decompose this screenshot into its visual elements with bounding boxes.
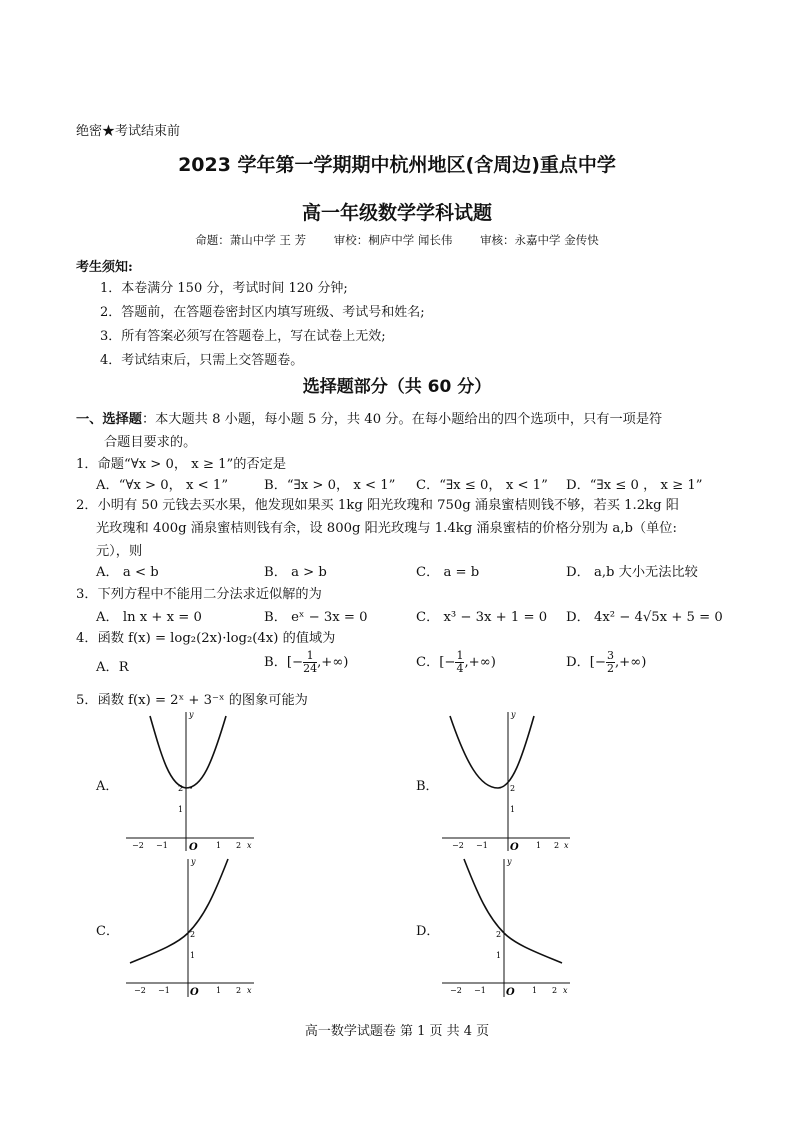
origin-label: O — [510, 842, 519, 853]
q4-c-numerator: 1 — [456, 649, 464, 662]
q4-stem: 4．函数 f(x) = log₂(2x)·log₂(4x) 的值域为 — [76, 631, 336, 646]
x-tick-2: 2 — [236, 986, 242, 995]
notice-item: 2．答题前，在答题卷密封区内填写班级、考试号和姓名; — [100, 305, 425, 320]
y-tick-1: 1 — [178, 805, 184, 814]
q1-option-d: D．“∃x ≤ 0 ， x ≥ 1” — [566, 478, 703, 493]
q3-option-c: C． x³ − 3x + 1 = 0 — [416, 610, 548, 625]
section-intro-label: 一、选择题 — [76, 412, 142, 427]
q1-option-c: C．“∃x ≤ 0， x < 1” — [416, 478, 548, 493]
q3-option-a: A． ln x + x = 0 — [96, 610, 202, 625]
q4-b-denominator: 24 — [303, 662, 318, 675]
q4-d-denominator: 2 — [606, 662, 614, 675]
q4-d-fraction — [606, 650, 615, 675]
q5-label-a: A． — [96, 779, 119, 794]
notice-item: 3．所有答案必须写在答题卷上，写在试卷上无效; — [100, 329, 386, 344]
q4-b-fraction — [303, 650, 317, 675]
q5-stem: 5．函数 f(x) = 2ˣ + 3⁻ˣ 的图象可能为 — [76, 693, 308, 708]
q5-graph-d — [436, 855, 576, 1000]
x-tick-2: 2 — [236, 841, 242, 850]
q5-graph-b — [436, 708, 576, 853]
origin-label: O — [506, 987, 515, 998]
x-tick-neg1: −1 — [156, 841, 168, 850]
x-tick-1: 1 — [216, 986, 222, 995]
q4-option-d — [566, 650, 646, 675]
q4-d-numerator: 3 — [606, 649, 614, 662]
credit-author: 命题：萧山中学 王 芳 — [195, 233, 307, 247]
q3-option-d: D． 4x² − 4√5x + 5 = 0 — [566, 610, 723, 625]
y-tick-2: 2 — [178, 784, 184, 793]
q3-stem: 3．下列方程中不能用二分法求近似解的为 — [76, 587, 322, 602]
q2-option-a: A． a < b — [96, 565, 159, 580]
notice-item: 1．本卷满分 150 分，考试时间 120 分钟; — [100, 281, 348, 296]
curve-d — [464, 859, 562, 963]
x-tick-1: 1 — [216, 841, 222, 850]
curve-c — [130, 859, 228, 963]
q2-option-b: B． a > b — [264, 565, 327, 580]
q2-option-c: C． a = b — [416, 565, 480, 580]
q4-b-prefix: B．[− — [264, 655, 304, 670]
x-tick-1: 1 — [536, 841, 542, 850]
q4-c-suffix: ,+∞) — [464, 655, 496, 670]
x-tick-neg1: −1 — [474, 986, 486, 995]
q2-stem-line2: 光玫瑰和 400g 涌泉蜜桔则钱有余，设 800g 阳光玫瑰与 1.4kg 涌泉蜜桔的价格分别为 a,b（单位: — [96, 521, 677, 536]
x-tick-neg2: −2 — [132, 841, 144, 850]
q2-option-d: D． a,b 大小无法比较 — [566, 565, 698, 580]
x-label: x — [563, 986, 568, 995]
x-label: x — [247, 986, 252, 995]
q1-option-b: B．“∃x > 0， x < 1” — [264, 478, 396, 493]
y-label: y — [191, 857, 196, 866]
q4-d-suffix: ,+∞) — [614, 655, 647, 670]
q3-option-b: B． eˣ − 3x = 0 — [264, 610, 368, 625]
section-title: 选择题部分（共 60 分） — [302, 377, 492, 397]
y-tick-2: 2 — [190, 930, 196, 939]
q1-stem: 1．命题“∀x > 0， x ≥ 1”的否定是 — [76, 457, 287, 472]
q5-label-d: D． — [416, 924, 440, 939]
q2-stem-line3: 元），则 — [96, 544, 143, 559]
section-intro-text: ：本大题共 8 小题，每小题 5 分，共 40 分。在每小题给出的四个选项中，只有一项是符 — [141, 412, 663, 427]
q5-graph-a — [120, 708, 260, 853]
origin-label: O — [189, 842, 198, 853]
q4-b-numerator: 1 — [303, 650, 317, 663]
credit-reviewer: 审校：桐庐中学 闻长伟 — [333, 233, 453, 247]
x-tick-neg2: −2 — [450, 986, 462, 995]
y-tick-1: 1 — [190, 951, 196, 960]
x-tick-2: 2 — [554, 841, 560, 850]
y-label: y — [507, 857, 512, 866]
q4-d-prefix: D．[− — [566, 655, 606, 670]
section-intro — [76, 408, 662, 427]
secret-label: 绝密★考试结束前 — [76, 124, 181, 139]
q4-option-b — [264, 650, 348, 675]
q5-label-b: B． — [416, 779, 439, 794]
notice-heading: 考生须知: — [76, 260, 133, 275]
x-tick-neg2: −2 — [134, 986, 146, 995]
q4-option-a: A．R — [96, 660, 129, 675]
curve-a — [150, 716, 226, 788]
q4-option-c — [416, 650, 496, 675]
x-label: x — [564, 841, 569, 850]
y-tick-2: 2 — [510, 784, 516, 793]
x-tick-neg1: −1 — [158, 986, 170, 995]
y-tick-2: 2 — [496, 930, 502, 939]
page-footer: 高一数学试题卷 第 1 页 共 4 页 — [304, 1024, 490, 1039]
q5-label-c: C． — [96, 924, 119, 939]
y-tick-1: 1 — [510, 805, 516, 814]
notice-item: 4．考试结束后，只需上交答题卷。 — [100, 353, 304, 368]
y-label: y — [511, 710, 516, 719]
exam-title: 2023 学年第一学期期中杭州地区(含周边)重点中学 — [178, 154, 616, 176]
origin-label: O — [190, 987, 199, 998]
q4-c-denominator: 4 — [456, 662, 464, 675]
x-label: x — [247, 841, 252, 850]
credit-approver: 审核：永嘉中学 金传快 — [480, 233, 599, 247]
q5-graph-c — [120, 855, 260, 1000]
q2-stem-line1: 2．小明有 50 元钱去买水果，他发现如果买 1kg 阳光玫瑰和 750g 涌泉蜜桔则钱不够，若买 1.2kg 阳 — [76, 498, 679, 513]
q4-c-prefix: C．[− — [416, 655, 456, 670]
x-tick-1: 1 — [532, 986, 538, 995]
curve-b — [450, 716, 534, 788]
y-tick-1: 1 — [496, 951, 502, 960]
x-tick-2: 2 — [552, 986, 558, 995]
q4-b-suffix: ,+∞) — [317, 655, 349, 670]
section-intro-cont: 合题目要求的。 — [104, 435, 197, 450]
x-tick-neg2: −2 — [452, 841, 464, 850]
credits-line — [0, 232, 794, 248]
q1-option-a: A．“∀x > 0， x < 1” — [96, 478, 229, 493]
x-tick-neg1: −1 — [476, 841, 488, 850]
exam-subtitle: 高一年级数学学科试题 — [301, 202, 492, 224]
y-label: y — [189, 710, 194, 719]
